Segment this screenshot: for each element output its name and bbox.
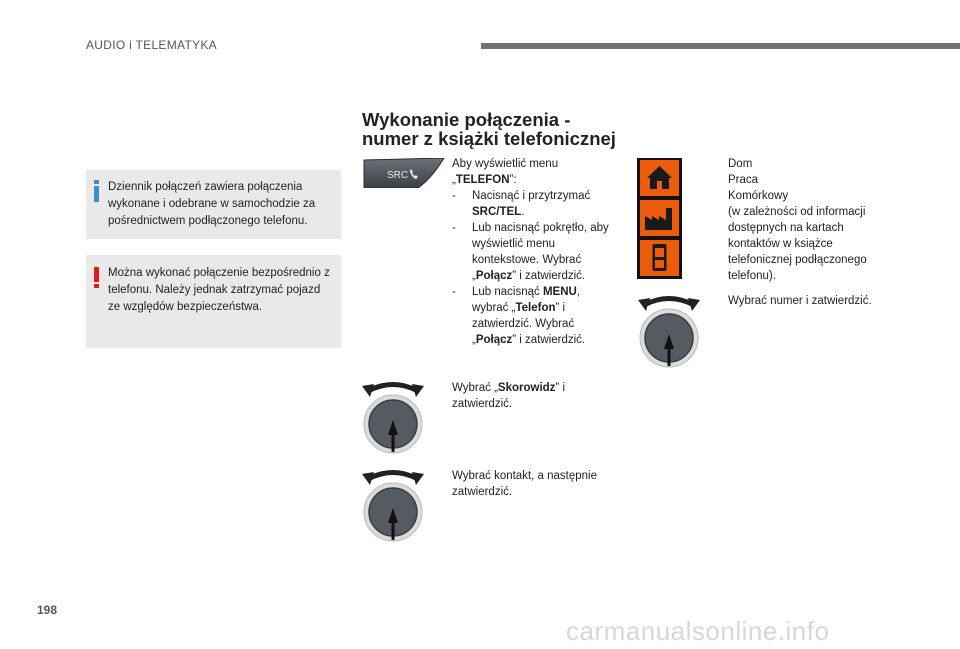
watermark: carmanualsonline.info bbox=[566, 616, 830, 646]
step1-option-a: - Nacisnąć i przytrzymać SRC/TEL. bbox=[452, 188, 612, 220]
warning-note-text: Można wykonać połączenie bezpośrednio z telefonu. Należy jednak zatrzymać pojazd ze względów bezpieczeństwa. bbox=[108, 267, 330, 313]
step1-intro: Aby wyświetlić menu bbox=[452, 158, 559, 170]
section-title bbox=[362, 110, 616, 148]
info-note bbox=[86, 170, 341, 239]
page-header-title: AUDIO i TELEMATYKA bbox=[86, 38, 217, 52]
src-tel-button-illustration bbox=[362, 158, 446, 193]
contact-type-home: Dom bbox=[728, 158, 753, 170]
step1-menu-line: „TELEFON”: bbox=[452, 174, 517, 186]
header-bar bbox=[481, 43, 960, 49]
telefon-menu-name: TELEFON bbox=[455, 174, 510, 186]
rotary-knob-icon bbox=[360, 378, 426, 461]
step2-text: Wybrać „Skorowidz” i zatwierdzić. bbox=[452, 382, 566, 410]
section-title-line2: numer z książki telefonicznej bbox=[362, 128, 616, 149]
rotary-knob-icon bbox=[360, 466, 426, 549]
contact-type-icons bbox=[637, 158, 682, 279]
step1-text bbox=[452, 156, 612, 348]
step1-options bbox=[452, 188, 612, 348]
factory-icon bbox=[640, 200, 679, 236]
contact-types-text bbox=[728, 156, 888, 284]
step4-text: Wybrać numer i zatwierdzić. bbox=[728, 295, 872, 307]
page-number: 198 bbox=[37, 603, 58, 617]
step1-option-c: - Lub nacisnąć MENU, wybrać „Telefon” i zatwierdzić. Wybrać „Połącz” i zatwierdzić. bbox=[452, 284, 612, 348]
info-icon bbox=[94, 180, 99, 202]
info-note-text: Dziennik połączeń zawiera połączenia wykonane i odebrane w samochodzie za pośrednictwem podłączonego telefonu. bbox=[108, 181, 316, 227]
section-title-line1: Wykonanie połączenia - bbox=[362, 109, 571, 130]
contact-types-note: (w zależności od informacji dostępnych na kartach kontaktów w książce telefonicznej podłączonego telefonu). bbox=[728, 206, 867, 282]
src-button-label: SRC bbox=[387, 170, 409, 181]
step1-option-b: - Lub nacisnąć pokrętło, aby wyświetlić menu kontekstowe. Wybrać „Połącz” i zatwierdzić. bbox=[452, 220, 612, 284]
skorowidz-label: Skorowidz bbox=[497, 382, 556, 394]
rotary-knob-icon bbox=[636, 292, 702, 375]
home-icon bbox=[640, 160, 679, 196]
step3-text: Wybrać kontakt, a następnie zatwierdzić. bbox=[452, 470, 598, 498]
warning-icon bbox=[94, 267, 99, 289]
contact-type-work: Praca bbox=[728, 174, 759, 186]
mobile-phone-icon bbox=[640, 240, 679, 276]
warning-note bbox=[86, 255, 341, 348]
contact-type-mobile: Komórkowy bbox=[728, 190, 789, 202]
